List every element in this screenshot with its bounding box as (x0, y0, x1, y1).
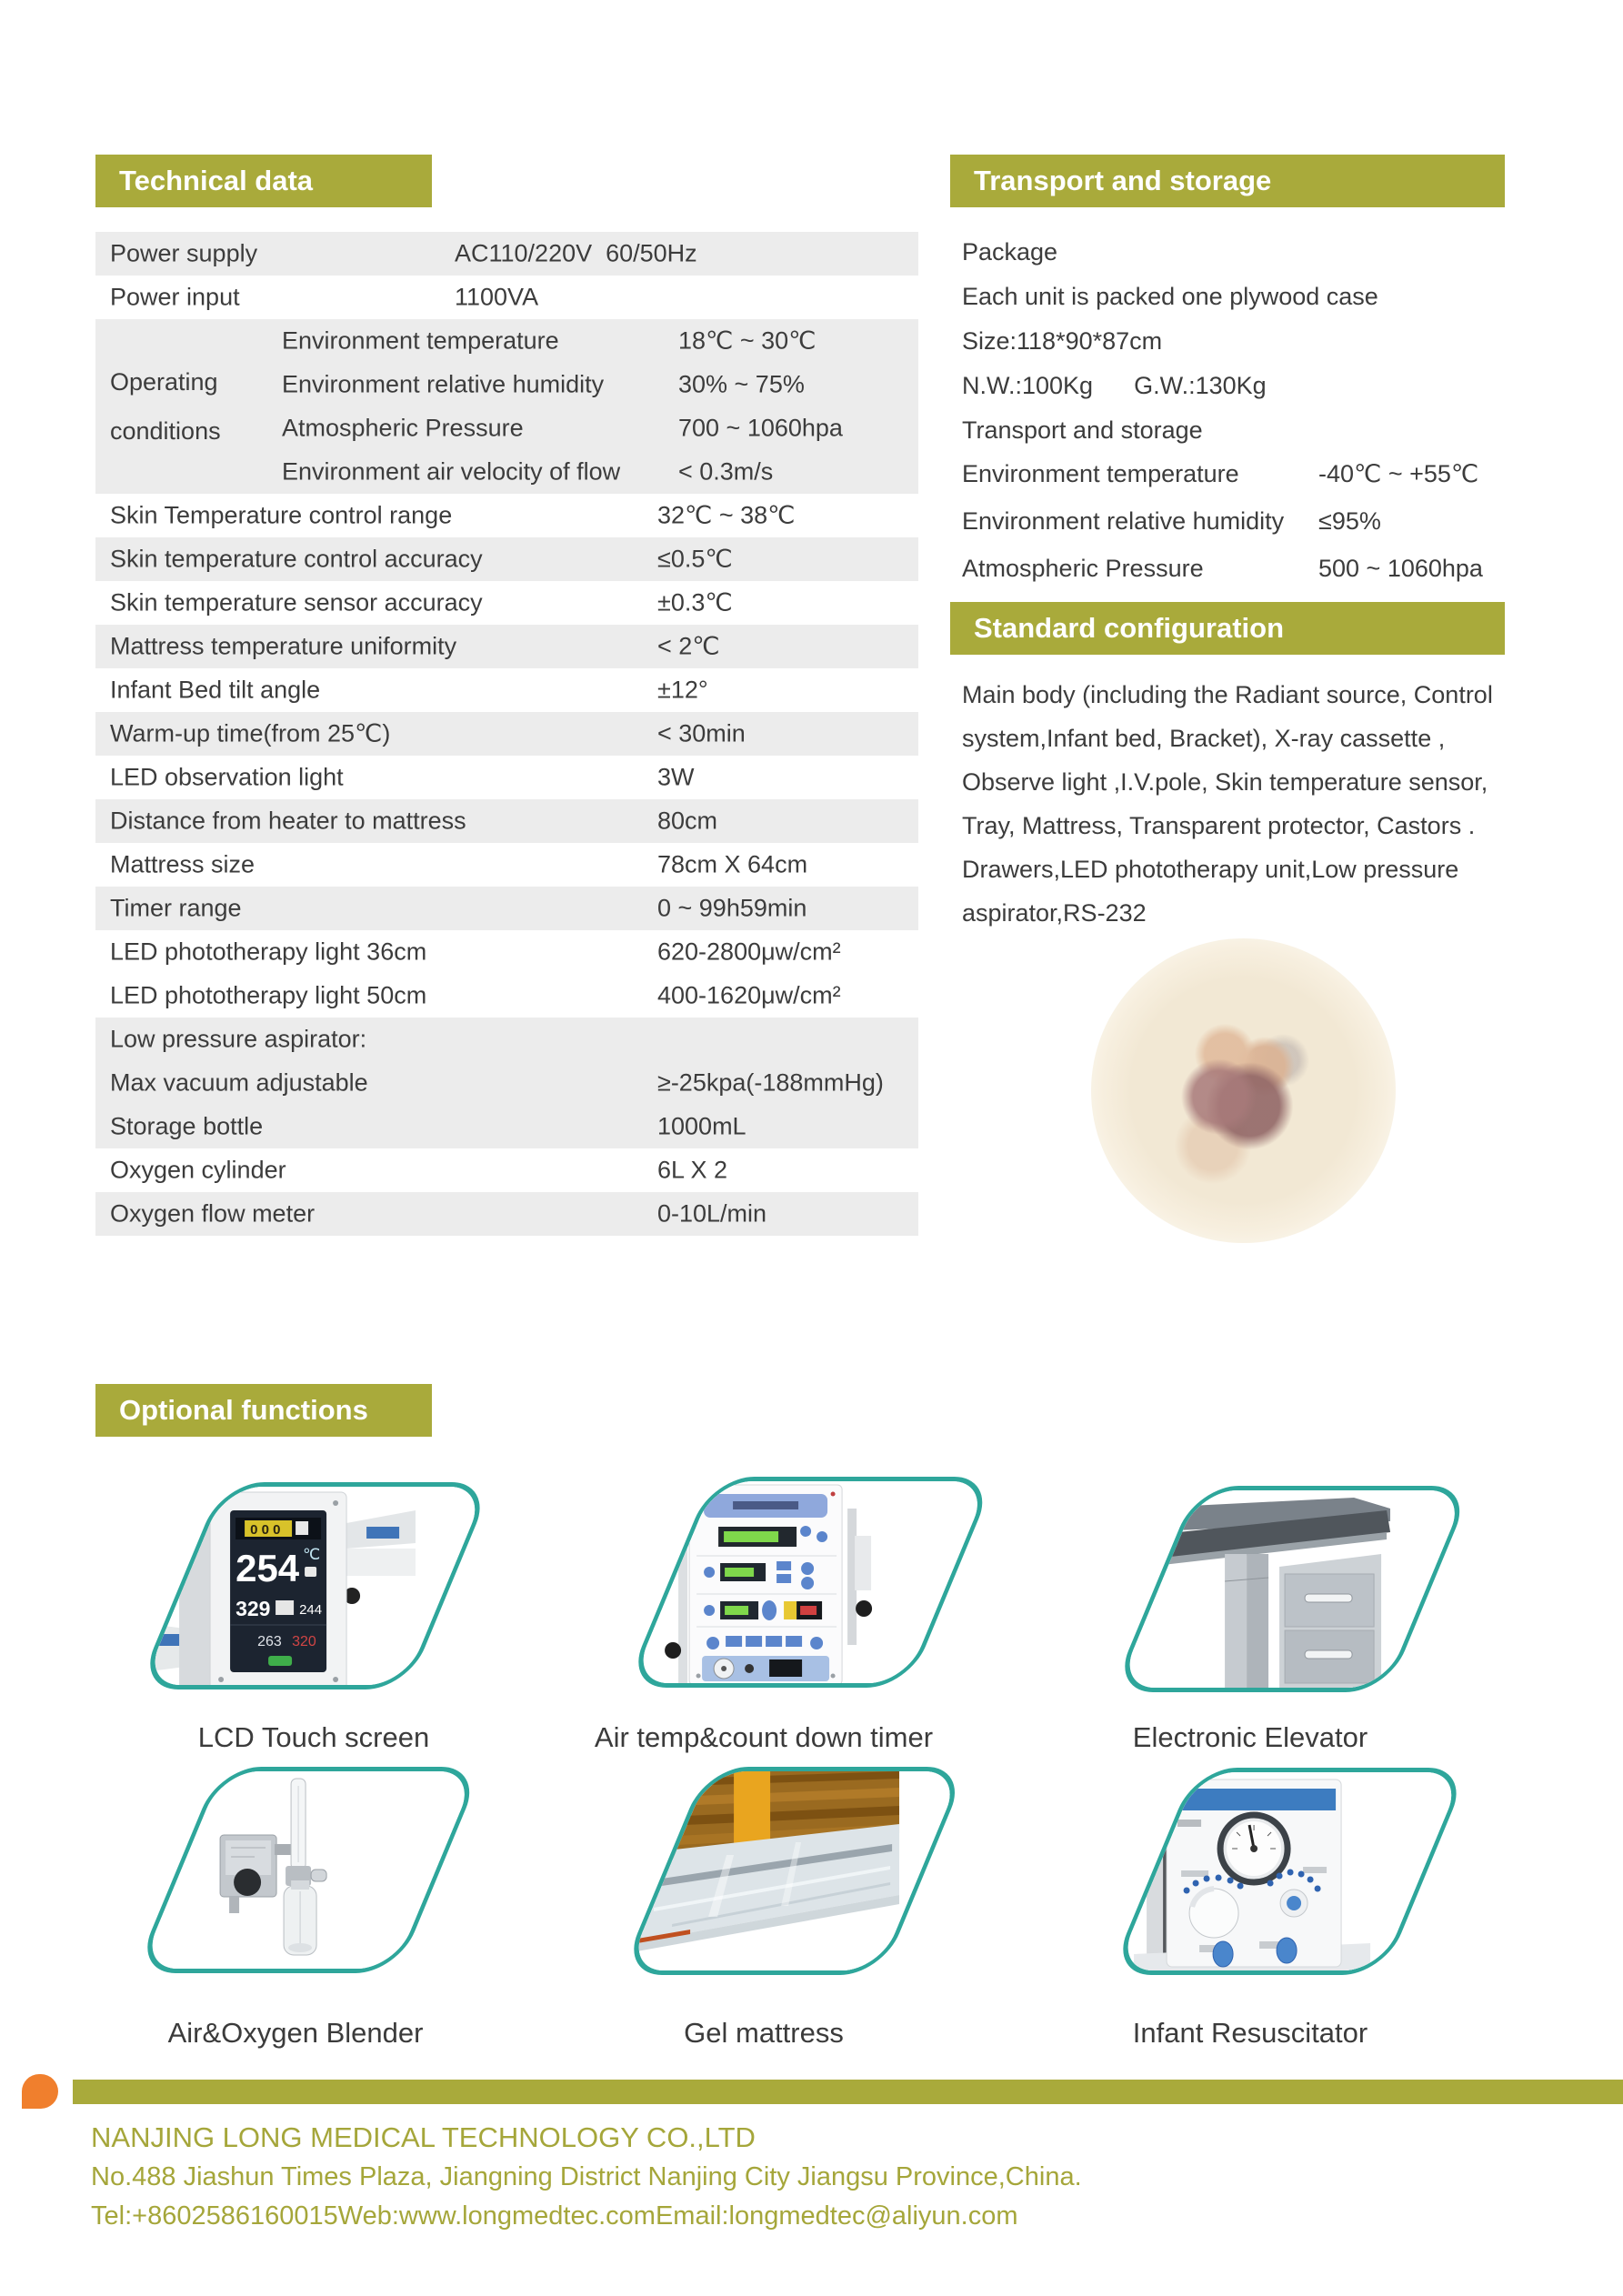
table-row (95, 887, 918, 930)
table-row (95, 1105, 918, 1148)
spec-label: Atmospheric Pressure (282, 414, 524, 442)
footer-company-name: NANJING LONG MEDICAL TECHNOLOGY CO.,LTD (91, 2121, 756, 2153)
table-row (95, 319, 918, 363)
table-row (95, 537, 918, 581)
lcd-touch-screen-illustration (143, 1487, 416, 1689)
lcd-temperature-value: 254 (235, 1547, 300, 1589)
footer-logo-icon (22, 2074, 58, 2109)
table-row (95, 1192, 918, 1236)
spec-value: ±12° (657, 676, 708, 704)
spec-label: Oxygen cylinder (110, 1156, 286, 1184)
spec-value: 30% ~ 75% (678, 370, 805, 398)
spec-value: 80cm (657, 807, 718, 835)
table-row (95, 843, 918, 887)
electronic-elevator-illustration (1117, 1490, 1390, 1692)
table-row (95, 363, 918, 406)
table-row (95, 1148, 918, 1192)
spec-label: Warm-up time(from 25℃) (110, 719, 391, 747)
gel-mattress-image (620, 1767, 961, 1970)
transport-storage-header (950, 155, 1505, 207)
air-oxygen-blender-image (134, 1767, 476, 1969)
spec-label: Skin Temperature control range (110, 501, 453, 529)
spec-value: -40℃ ~ +55℃ (1318, 460, 1479, 487)
optional-card-infant-resuscitator (1109, 1768, 1470, 1975)
spec-label: Skin temperature sensor accuracy (110, 588, 483, 617)
electronic-elevator-image (1111, 1486, 1467, 1688)
table-row (95, 712, 918, 756)
spec-label: LED phototherapy light 36cm (110, 937, 427, 966)
group-label-line1: Operating (110, 368, 218, 396)
spec-value: ≤0.5℃ (657, 545, 733, 573)
table-row (95, 668, 918, 712)
spec-value: ≥-25kpa(-188mmHg) (657, 1068, 884, 1097)
spec-value: 620-2800μw/cm² (657, 937, 841, 966)
footer-address: No.488 Jiashun Times Plaza, Jiangning District Nanjing City Jiangsu Province,China. (91, 2162, 1082, 2191)
optional-functions-header (95, 1384, 432, 1437)
spec-label: Storage bottle (110, 1112, 264, 1140)
spec-value: AC110/220V 60/50Hz (455, 239, 697, 267)
spec-value: 18℃ ~ 30℃ (678, 326, 817, 355)
spec-label: Skin temperature control accuracy (110, 545, 483, 573)
infant-resuscitator-image (1109, 1768, 1463, 1970)
spec-label: Environment air velocity of flow (282, 457, 621, 486)
table-row (95, 450, 918, 494)
spec-value: < 0.3m/s (678, 457, 774, 486)
spec-label: Environment temperature (282, 326, 559, 355)
package-line: N.W.:100Kg G.W.:130Kg (962, 372, 1267, 399)
table-row (95, 581, 918, 625)
standard-configuration-title: Standard configuration (974, 612, 1284, 644)
gel-mattress-illustration (626, 1771, 899, 1975)
air-oxygen-blender-illustration (140, 1771, 413, 1973)
package-line: Size:118*90*87cm (962, 327, 1163, 355)
technical-data-table (95, 232, 918, 1236)
standard-configuration-text: Main body (including the Radiant source, Control system,Infant bed, Bracket), X-ray cassette , Observe light ,I.V.pole, Skin temperature sensor, Tray, Mattress, Transparent protector, Castors . Drawers,LED phototherapy unit,Low pressure aspirator,RS-232 (962, 681, 1493, 927)
table-row (95, 625, 918, 668)
lcd-temperature-unit: ℃ (303, 1546, 321, 1563)
spec-value: ±0.3℃ (657, 588, 733, 617)
transport-storage-title: Transport and storage (974, 165, 1272, 196)
spec-label: Mattress temperature uniformity (110, 632, 457, 660)
operating-conditions-group (95, 319, 918, 494)
table-row (95, 1061, 918, 1105)
spec-value: 0 ~ 99h59min (657, 894, 807, 922)
group-label-line2: conditions (110, 417, 221, 445)
package-line: Transport and storage (962, 416, 1203, 444)
standard-configuration-header (950, 602, 1505, 655)
lcd-heat-value: 329 (235, 1597, 271, 1620)
optional-card-gel-mattress (620, 1767, 968, 1975)
lcd-skin-value: 263 (257, 1634, 282, 1649)
table-row (95, 232, 918, 276)
spec-label: Infant Bed tilt angle (110, 676, 321, 704)
table-row (95, 756, 918, 799)
optional-caption: Electronic Elevator (1132, 1721, 1368, 1753)
spec-label: Distance from heater to mattress (110, 807, 466, 835)
spec-label: Low pressure aspirator: (110, 1025, 367, 1053)
spec-value: 0-10L/min (657, 1199, 767, 1228)
optional-caption: Air&Oxygen Blender (167, 2017, 424, 2049)
spec-value: 78cm X 64cm (657, 850, 808, 878)
table-row (95, 494, 918, 537)
spec-label: Environment temperature (962, 460, 1239, 487)
infant-resuscitator-illustration (1116, 1772, 1388, 1975)
optional-card-air-oxygen-blender (134, 1767, 483, 1973)
spec-value: 3W (657, 763, 695, 791)
optional-functions-title: Optional functions (119, 1394, 368, 1426)
air-temp-timer-illustration (631, 1481, 904, 1688)
spec-label: Environment relative humidity (962, 507, 1285, 535)
spec-label: Environment relative humidity (282, 370, 605, 398)
table-row (95, 930, 918, 974)
spec-value: ≤95% (1318, 507, 1381, 535)
spec-label: Power supply (110, 239, 258, 267)
spec-label: Max vacuum adjustable (110, 1068, 368, 1097)
optional-caption: Infant Resuscitator (1132, 2017, 1368, 2049)
spec-value: 700 ~ 1060hpa (678, 414, 843, 442)
spec-label: LED phototherapy light 50cm (110, 981, 427, 1009)
lcd-set-value: 244 (299, 1602, 323, 1618)
table-row (95, 974, 918, 1018)
table-row (95, 799, 918, 843)
optional-caption: Air temp&count down timer (594, 1721, 934, 1753)
spec-label: Oxygen flow meter (110, 1199, 316, 1228)
lcd-alarm-value: 320 (292, 1634, 316, 1649)
optional-caption: Gel mattress (684, 2017, 844, 2049)
spec-value: 6L X 2 (657, 1156, 728, 1184)
lcd-timer-digits: 0 0 0 (250, 1522, 281, 1538)
spec-label: Mattress size (110, 850, 255, 878)
footer-contact: Tel:+8602586160015Web:www.longmedtec.comEmail:longmedtec@aliyun.com (91, 2201, 1018, 2231)
table-row (95, 406, 918, 450)
newborn-babies-photo (1091, 938, 1396, 1243)
technical-data-title: Technical data (119, 165, 314, 196)
spec-label: Power input (110, 283, 240, 311)
footer-divider-bar (73, 2080, 1623, 2104)
optional-card-electronic-elevator (1111, 1486, 1473, 1692)
spec-value: 1100VA (455, 283, 539, 311)
aspirator-group (95, 1018, 918, 1148)
optional-caption: LCD Touch screen (197, 1721, 430, 1753)
spec-value: 1000mL (657, 1112, 746, 1140)
air-temp-timer-image (625, 1477, 987, 1683)
technical-data-header (95, 155, 432, 207)
table-row (95, 276, 918, 319)
spec-value: 32℃ ~ 38℃ (657, 501, 796, 529)
spec-value: < 30min (657, 719, 746, 747)
spec-label: Atmospheric Pressure (962, 555, 1204, 582)
optional-card-air-temp-timer (625, 1477, 997, 1688)
package-line: Package (962, 238, 1058, 266)
spec-value: 500 ~ 1060hpa (1318, 555, 1483, 582)
spec-label: LED observation light (110, 763, 344, 791)
spec-value: < 2℃ (657, 632, 720, 660)
spec-value: 400-1620μw/cm² (657, 981, 841, 1009)
package-line: Each unit is packed one plywood case (962, 283, 1378, 310)
optional-card-lcd-touch-screen (136, 1482, 494, 1689)
lcd-touch-screen-image (136, 1482, 486, 1685)
spec-label: Timer range (110, 894, 242, 922)
table-row (95, 1018, 918, 1061)
